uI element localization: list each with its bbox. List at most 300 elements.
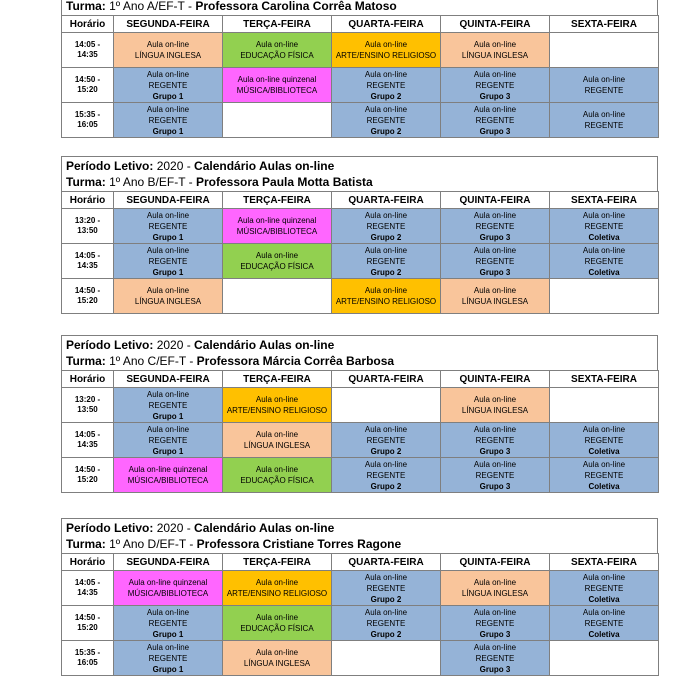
class-group: Grupo 1 [152, 446, 184, 456]
class-group: Grupo 1 [152, 267, 184, 277]
class-type: Aula on-line [473, 40, 517, 49]
time-start: 15:35 - [74, 648, 101, 657]
class-cell [332, 33, 441, 68]
column-header-day: QUARTA-FEIRA [332, 371, 441, 388]
class-cell [223, 244, 332, 279]
class-type: Aula on-line [255, 578, 299, 587]
class-type: Aula on-line [582, 110, 626, 119]
time-slot-row [62, 423, 659, 458]
column-header-day: SEGUNDA-FEIRA [114, 16, 223, 33]
class-cell [550, 33, 659, 68]
class-cell [114, 458, 223, 493]
class-cell [550, 458, 659, 493]
time-slot [62, 68, 114, 103]
class-cell [114, 68, 223, 103]
class-cell [223, 388, 332, 423]
column-header-day: SEGUNDA-FEIRA [114, 192, 223, 209]
class-subject: REGENTE [148, 256, 188, 266]
class-cell [332, 388, 441, 423]
class-subject: REGENTE [366, 618, 406, 628]
time-slot-row [62, 209, 659, 244]
time-start: 13:20 - [74, 395, 101, 404]
class-cell [114, 244, 223, 279]
class-subject: REGENTE [366, 80, 406, 90]
column-header-day: TERÇA-FEIRA [223, 192, 332, 209]
time-end: 14:35 [77, 50, 98, 59]
class-type: Aula on-line [473, 210, 517, 220]
turma-line [66, 536, 653, 552]
class-subject: LÍNGUA INGLESA [134, 51, 202, 60]
column-header-day: SEXTA-FEIRA [550, 16, 659, 33]
class-subject: MÚSICA/BIBLIOTECA [236, 227, 318, 236]
class-cell [550, 641, 659, 676]
class-group: Grupo 2 [370, 629, 402, 639]
class-cell [114, 209, 223, 244]
class-cell [223, 279, 332, 314]
time-slot [62, 571, 114, 606]
time-slot [62, 244, 114, 279]
class-subject: LÍNGUA INGLESA [461, 589, 529, 598]
time-slot [62, 33, 114, 68]
class-type: Aula on-line [473, 69, 517, 79]
periodo-year: 2020 - [156, 338, 195, 352]
time-slot-row [62, 641, 659, 676]
class-cell [332, 571, 441, 606]
class-cell [332, 68, 441, 103]
class-group: Coletiva [588, 629, 620, 639]
time-end: 15:20 [77, 85, 98, 94]
column-header-day: TERÇA-FEIRA [223, 16, 332, 33]
time-slot [62, 458, 114, 493]
periodo-line [66, 158, 653, 174]
schedule-header [61, 156, 658, 191]
class-type: Aula on-line [255, 465, 299, 474]
class-subject: REGENTE [148, 221, 188, 231]
column-header-horario: Horário [62, 192, 114, 209]
class-group: Coletiva [588, 594, 620, 604]
column-header-horario: Horário [62, 371, 114, 388]
periodo-title: Calendário Aulas on-line [194, 521, 335, 535]
class-cell [223, 641, 332, 676]
teacher-name: Professora Cristiane Torres Ragone [196, 537, 402, 551]
time-end: 13:50 [77, 405, 98, 414]
periodo-title: Calendário Aulas on-line [194, 159, 335, 173]
class-subject: REGENTE [475, 80, 515, 90]
time-slot [62, 279, 114, 314]
class-cell [332, 103, 441, 138]
class-subject: REGENTE [475, 618, 515, 628]
class-type: Aula on-line [146, 642, 190, 652]
class-subject: EDUCAÇÃO FÍSICA [240, 624, 314, 633]
class-type: Aula on-line [582, 75, 626, 84]
time-start: 13:20 - [74, 216, 101, 225]
class-cell [441, 279, 550, 314]
periodo-label: Período Letivo: [66, 159, 157, 173]
class-subject: REGENTE [584, 256, 624, 266]
class-cell [550, 244, 659, 279]
class-cell [441, 103, 550, 138]
class-cell [114, 571, 223, 606]
class-cell [223, 33, 332, 68]
class-subject: REGENTE [584, 618, 624, 628]
header-row [62, 192, 659, 209]
class-type: Aula on-line [473, 104, 517, 114]
class-group: Grupo 2 [370, 594, 402, 604]
time-slot-row [62, 458, 659, 493]
schedule-header [61, 335, 658, 370]
class-type: Aula on-line [146, 607, 190, 617]
time-slot [62, 209, 114, 244]
class-cell [441, 641, 550, 676]
column-header-day: SEXTA-FEIRA [550, 554, 659, 571]
class-group: Grupo 1 [152, 629, 184, 639]
teacher-name: Professora Paula Motta Batista [195, 175, 373, 189]
periodo-label: Período Letivo: [66, 338, 157, 352]
class-type: Aula on-line [364, 607, 408, 617]
class-type: Aula on-line [364, 69, 408, 79]
column-header-day: TERÇA-FEIRA [223, 371, 332, 388]
class-cell [223, 606, 332, 641]
class-group: Grupo 3 [479, 446, 511, 456]
periodo-year: 2020 - [156, 159, 195, 173]
class-cell [550, 279, 659, 314]
header-row [62, 554, 659, 571]
time-slot [62, 388, 114, 423]
class-group: Coletiva [588, 446, 620, 456]
time-end: 14:35 [77, 261, 98, 270]
class-cell [114, 279, 223, 314]
class-cell [223, 458, 332, 493]
schedule-table [61, 370, 659, 493]
class-cell [332, 458, 441, 493]
class-subject: REGENTE [148, 115, 188, 125]
class-type: Aula on-line [473, 607, 517, 617]
class-subject: REGENTE [148, 400, 188, 410]
class-subject: EDUCAÇÃO FÍSICA [240, 51, 314, 60]
column-header-day: SEXTA-FEIRA [550, 192, 659, 209]
class-cell [441, 423, 550, 458]
class-cell [114, 641, 223, 676]
time-start: 14:05 - [74, 578, 101, 587]
class-subject: REGENTE [366, 583, 406, 593]
class-group: Grupo 3 [479, 664, 511, 674]
class-cell [441, 244, 550, 279]
class-cell [114, 388, 223, 423]
column-header-day: QUARTA-FEIRA [332, 554, 441, 571]
time-slot-row [62, 103, 659, 138]
class-type: Aula on-line [582, 572, 626, 582]
class-type: Aula on-line [582, 210, 626, 220]
time-slot [62, 423, 114, 458]
schedule-block [61, 156, 658, 314]
class-subject: REGENTE [148, 80, 188, 90]
class-type: Aula on-line [582, 424, 626, 434]
class-group: Grupo 2 [370, 232, 402, 242]
time-slot-row [62, 606, 659, 641]
class-subject: LÍNGUA INGLESA [243, 441, 311, 450]
class-subject: EDUCAÇÃO FÍSICA [240, 476, 314, 485]
class-subject: ARTE/ENSINO RELIGIOSO [226, 589, 328, 598]
time-start: 14:50 - [74, 465, 101, 474]
class-subject: REGENTE [366, 470, 406, 480]
class-group: Grupo 3 [479, 267, 511, 277]
class-subject: REGENTE [584, 221, 624, 231]
time-slot [62, 641, 114, 676]
column-header-day: QUINTA-FEIRA [441, 371, 550, 388]
class-cell [114, 423, 223, 458]
class-group: Grupo 1 [152, 232, 184, 242]
time-slot-row [62, 571, 659, 606]
class-cell [441, 571, 550, 606]
column-header-day: QUINTA-FEIRA [441, 16, 550, 33]
column-header-day: QUINTA-FEIRA [441, 192, 550, 209]
time-slot [62, 103, 114, 138]
time-end: 15:20 [77, 623, 98, 632]
class-type: Aula on-line [146, 245, 190, 255]
class-group: Grupo 2 [370, 267, 402, 277]
class-cell [441, 458, 550, 493]
class-cell [441, 388, 550, 423]
class-group: Grupo 1 [152, 126, 184, 136]
class-subject: REGENTE [475, 435, 515, 445]
class-subject: EDUCAÇÃO FÍSICA [240, 262, 314, 271]
class-subject: MÚSICA/BIBLIOTECA [236, 86, 318, 95]
class-type: Aula on-line [146, 104, 190, 114]
class-subject: REGENTE [584, 86, 624, 95]
time-slot [62, 606, 114, 641]
time-end: 16:05 [77, 658, 98, 667]
turma-line [66, 353, 653, 369]
class-cell [550, 423, 659, 458]
class-type: Aula on-line [364, 459, 408, 469]
class-subject: REGENTE [148, 435, 188, 445]
class-group: Grupo 3 [479, 91, 511, 101]
periodo-line [66, 337, 653, 353]
class-type: Aula on-line [255, 395, 299, 404]
periodo-line [66, 520, 653, 536]
column-header-day: QUARTA-FEIRA [332, 16, 441, 33]
time-slot-row [62, 388, 659, 423]
class-subject: LÍNGUA INGLESA [461, 51, 529, 60]
class-cell [332, 279, 441, 314]
class-group: Grupo 1 [152, 91, 184, 101]
column-header-horario: Horário [62, 554, 114, 571]
periodo-year: 2020 - [156, 521, 195, 535]
turma-label: Turma: [66, 175, 110, 189]
class-type: Aula on-line [146, 210, 190, 220]
class-cell [441, 33, 550, 68]
turma-name: 1º Ano A/EF-T - [109, 0, 196, 13]
class-subject: REGENTE [475, 221, 515, 231]
class-cell [441, 68, 550, 103]
turma-line [66, 0, 653, 14]
class-subject: REGENTE [366, 435, 406, 445]
class-group: Grupo 3 [479, 481, 511, 491]
class-cell [223, 68, 332, 103]
class-subject: REGENTE [475, 653, 515, 663]
class-type: Aula on-line [146, 424, 190, 434]
class-cell [114, 33, 223, 68]
class-type: Aula on-line [364, 104, 408, 114]
class-subject: LÍNGUA INGLESA [461, 297, 529, 306]
time-end: 14:35 [77, 440, 98, 449]
class-cell [332, 641, 441, 676]
class-type: Aula on-line [364, 286, 408, 295]
class-cell [332, 244, 441, 279]
class-type: Aula on-line quinzenal [128, 578, 208, 587]
class-cell [550, 209, 659, 244]
header-row [62, 371, 659, 388]
header-row [62, 16, 659, 33]
time-slot-row [62, 279, 659, 314]
class-type: Aula on-line [255, 648, 299, 657]
class-subject: REGENTE [475, 115, 515, 125]
teacher-name: Professora Carolina Corrêa Matoso [195, 0, 397, 13]
class-cell [332, 209, 441, 244]
class-type: Aula on-line [364, 245, 408, 255]
class-group: Grupo 2 [370, 126, 402, 136]
class-type: Aula on-line [146, 69, 190, 79]
class-subject: MÚSICA/BIBLIOTECA [127, 589, 209, 598]
class-subject: ARTE/ENSINO RELIGIOSO [226, 406, 328, 415]
class-group: Grupo 2 [370, 481, 402, 491]
class-cell [550, 68, 659, 103]
class-type: Aula on-line [364, 40, 408, 49]
class-type: Aula on-line [146, 389, 190, 399]
time-start: 15:35 - [74, 110, 101, 119]
class-type: Aula on-line [473, 578, 517, 587]
class-subject: REGENTE [584, 583, 624, 593]
column-header-day: SEXTA-FEIRA [550, 371, 659, 388]
class-group: Grupo 3 [479, 629, 511, 639]
turma-label: Turma: [66, 537, 110, 551]
column-header-day: QUARTA-FEIRA [332, 192, 441, 209]
schedule-block [61, 335, 658, 493]
class-subject: REGENTE [584, 435, 624, 445]
class-type: Aula on-line quinzenal [237, 216, 317, 225]
class-type: Aula on-line [364, 210, 408, 220]
class-type: Aula on-line [473, 459, 517, 469]
column-header-day: QUINTA-FEIRA [441, 554, 550, 571]
class-group: Grupo 1 [152, 664, 184, 674]
class-type: Aula on-line [255, 613, 299, 622]
class-cell [550, 571, 659, 606]
schedule-header [61, 518, 658, 553]
class-type: Aula on-line quinzenal [128, 465, 208, 474]
class-cell [223, 571, 332, 606]
periodo-label: Período Letivo: [66, 521, 157, 535]
class-group: Coletiva [588, 267, 620, 277]
class-cell [550, 103, 659, 138]
class-cell [550, 606, 659, 641]
teacher-name: Professora Márcia Corrêa Barbosa [196, 354, 395, 368]
turma-label: Turma: [66, 354, 110, 368]
turma-label: Turma: [66, 0, 110, 13]
turma-line [66, 174, 653, 190]
class-type: Aula on-line [255, 40, 299, 49]
class-type: Aula on-line [473, 642, 517, 652]
time-end: 14:35 [77, 588, 98, 597]
class-cell [550, 388, 659, 423]
time-end: 13:50 [77, 226, 98, 235]
class-type: Aula on-line [146, 286, 190, 295]
schedule-table [61, 553, 659, 676]
class-group: Grupo 3 [479, 232, 511, 242]
class-subject: REGENTE [148, 653, 188, 663]
class-type: Aula on-line [473, 245, 517, 255]
class-subject: LÍNGUA INGLESA [461, 406, 529, 415]
class-type: Aula on-line [255, 430, 299, 439]
class-type: Aula on-line [364, 424, 408, 434]
class-type: Aula on-line [473, 424, 517, 434]
time-start: 14:05 - [74, 430, 101, 439]
schedule-table [61, 191, 659, 314]
class-type: Aula on-line [582, 245, 626, 255]
class-subject: REGENTE [148, 618, 188, 628]
class-cell [223, 103, 332, 138]
time-start: 14:50 - [74, 286, 101, 295]
turma-name: 1º Ano B/EF-T - [109, 175, 196, 189]
class-cell [441, 606, 550, 641]
class-subject: ARTE/ENSINO RELIGIOSO [335, 297, 437, 306]
schedule-block [61, 518, 658, 676]
class-type: Aula on-line [582, 607, 626, 617]
class-cell [114, 606, 223, 641]
class-cell [114, 103, 223, 138]
class-type: Aula on-line [473, 286, 517, 295]
class-cell [223, 423, 332, 458]
schedule-header [61, 0, 658, 15]
time-slot-row [62, 33, 659, 68]
column-header-horario: Horário [62, 16, 114, 33]
class-subject: MÚSICA/BIBLIOTECA [127, 476, 209, 485]
time-end: 15:20 [77, 475, 98, 484]
class-group: Grupo 1 [152, 411, 184, 421]
class-type: Aula on-line [582, 459, 626, 469]
column-header-day: SEGUNDA-FEIRA [114, 371, 223, 388]
class-subject: REGENTE [475, 470, 515, 480]
class-group: Grupo 3 [479, 126, 511, 136]
turma-name: 1º Ano D/EF-T - [109, 537, 197, 551]
class-group: Coletiva [588, 232, 620, 242]
time-slot-row [62, 244, 659, 279]
time-slot-row [62, 68, 659, 103]
class-subject: REGENTE [366, 115, 406, 125]
class-cell [332, 423, 441, 458]
time-end: 16:05 [77, 120, 98, 129]
class-cell [441, 209, 550, 244]
time-start: 14:50 - [74, 613, 101, 622]
class-subject: LÍNGUA INGLESA [134, 297, 202, 306]
class-type: Aula on-line quinzenal [237, 75, 317, 84]
column-header-day: TERÇA-FEIRA [223, 554, 332, 571]
class-subject: LÍNGUA INGLESA [243, 659, 311, 668]
column-header-day: SEGUNDA-FEIRA [114, 554, 223, 571]
time-start: 14:05 - [74, 40, 101, 49]
class-group: Coletiva [588, 481, 620, 491]
periodo-title: Calendário Aulas on-line [194, 338, 335, 352]
class-type: Aula on-line [146, 40, 190, 49]
class-type: Aula on-line [255, 251, 299, 260]
class-subject: REGENTE [366, 221, 406, 231]
schedule-block [61, 0, 658, 138]
class-subject: REGENTE [584, 470, 624, 480]
class-cell [223, 209, 332, 244]
turma-name: 1º Ano C/EF-T - [109, 354, 197, 368]
class-type: Aula on-line [364, 572, 408, 582]
class-type: Aula on-line [473, 395, 517, 404]
time-end: 15:20 [77, 296, 98, 305]
